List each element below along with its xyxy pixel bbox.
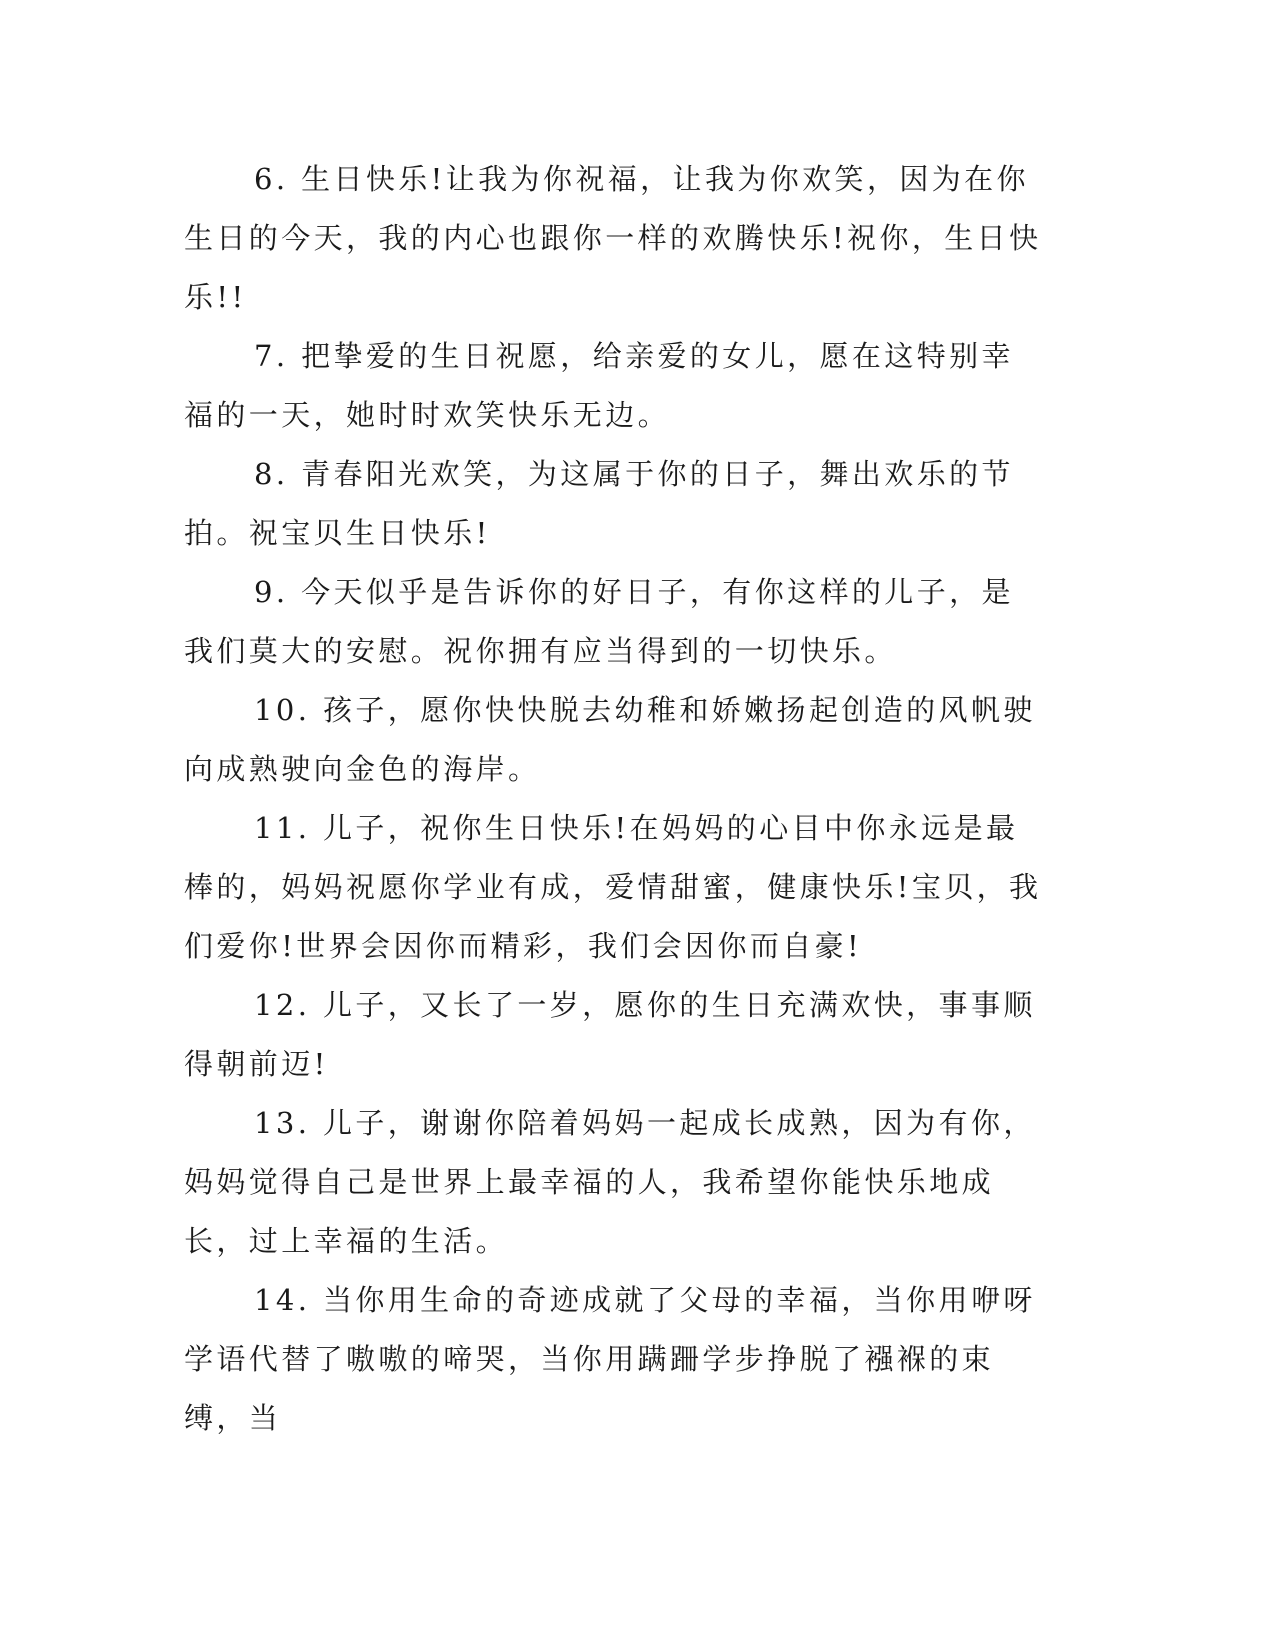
paragraph-14: 14. 当你用生命的奇迹成就了父母的幸福，当你用咿呀学语代替了嗷嗷的啼哭，当你用蹒跚学步挣脱了襁褓的束缚，当: [184, 1283, 1036, 1435]
paragraph-9: 9. 今天似乎是告诉你的好日子，有你这样的儿子，是我们莫大的安慰。祝你拥有应当得到的一切快乐。: [184, 575, 1014, 668]
paragraph-12: 12. 儿子，又长了一岁，愿你的生日充满欢快，事事顺得朝前迈!: [184, 988, 1036, 1081]
paragraph-7: 7. 把挚爱的生日祝愿，给亲爱的女儿，愿在这特别幸福的一天，她时时欢笑快乐无边。: [184, 339, 1014, 432]
paragraph-6: 6. 生日快乐!让我为你祝福，让我为你欢笑，因为在你生日的今天，我的内心也跟你一样的欢腾快乐!祝你，生日快乐!!: [184, 162, 1042, 314]
paragraph-8: 8. 青春阳光欢笑，为这属于你的日子，舞出欢乐的节拍。祝宝贝生日快乐!: [184, 457, 1014, 550]
document-page: [184, 150, 1044, 1448]
paragraph-13: 13. 儿子，谢谢你陪着妈妈一起成长成熟，因为有你，妈妈觉得自己是世界上最幸福的人，我希望你能快乐地成长，过上幸福的生活。: [184, 1106, 1036, 1258]
paragraph-10: 10. 孩子，愿你快快脱去幼稚和娇嫩扬起创造的风帆驶向成熟驶向金色的海岸。: [184, 693, 1036, 786]
paragraph-11: 11. 儿子，祝你生日快乐!在妈妈的心目中你永远是最棒的，妈妈祝愿你学业有成，爱情甜蜜，健康快乐!宝贝，我们爱你!世界会因你而精彩，我们会因你而自豪!: [184, 811, 1042, 963]
